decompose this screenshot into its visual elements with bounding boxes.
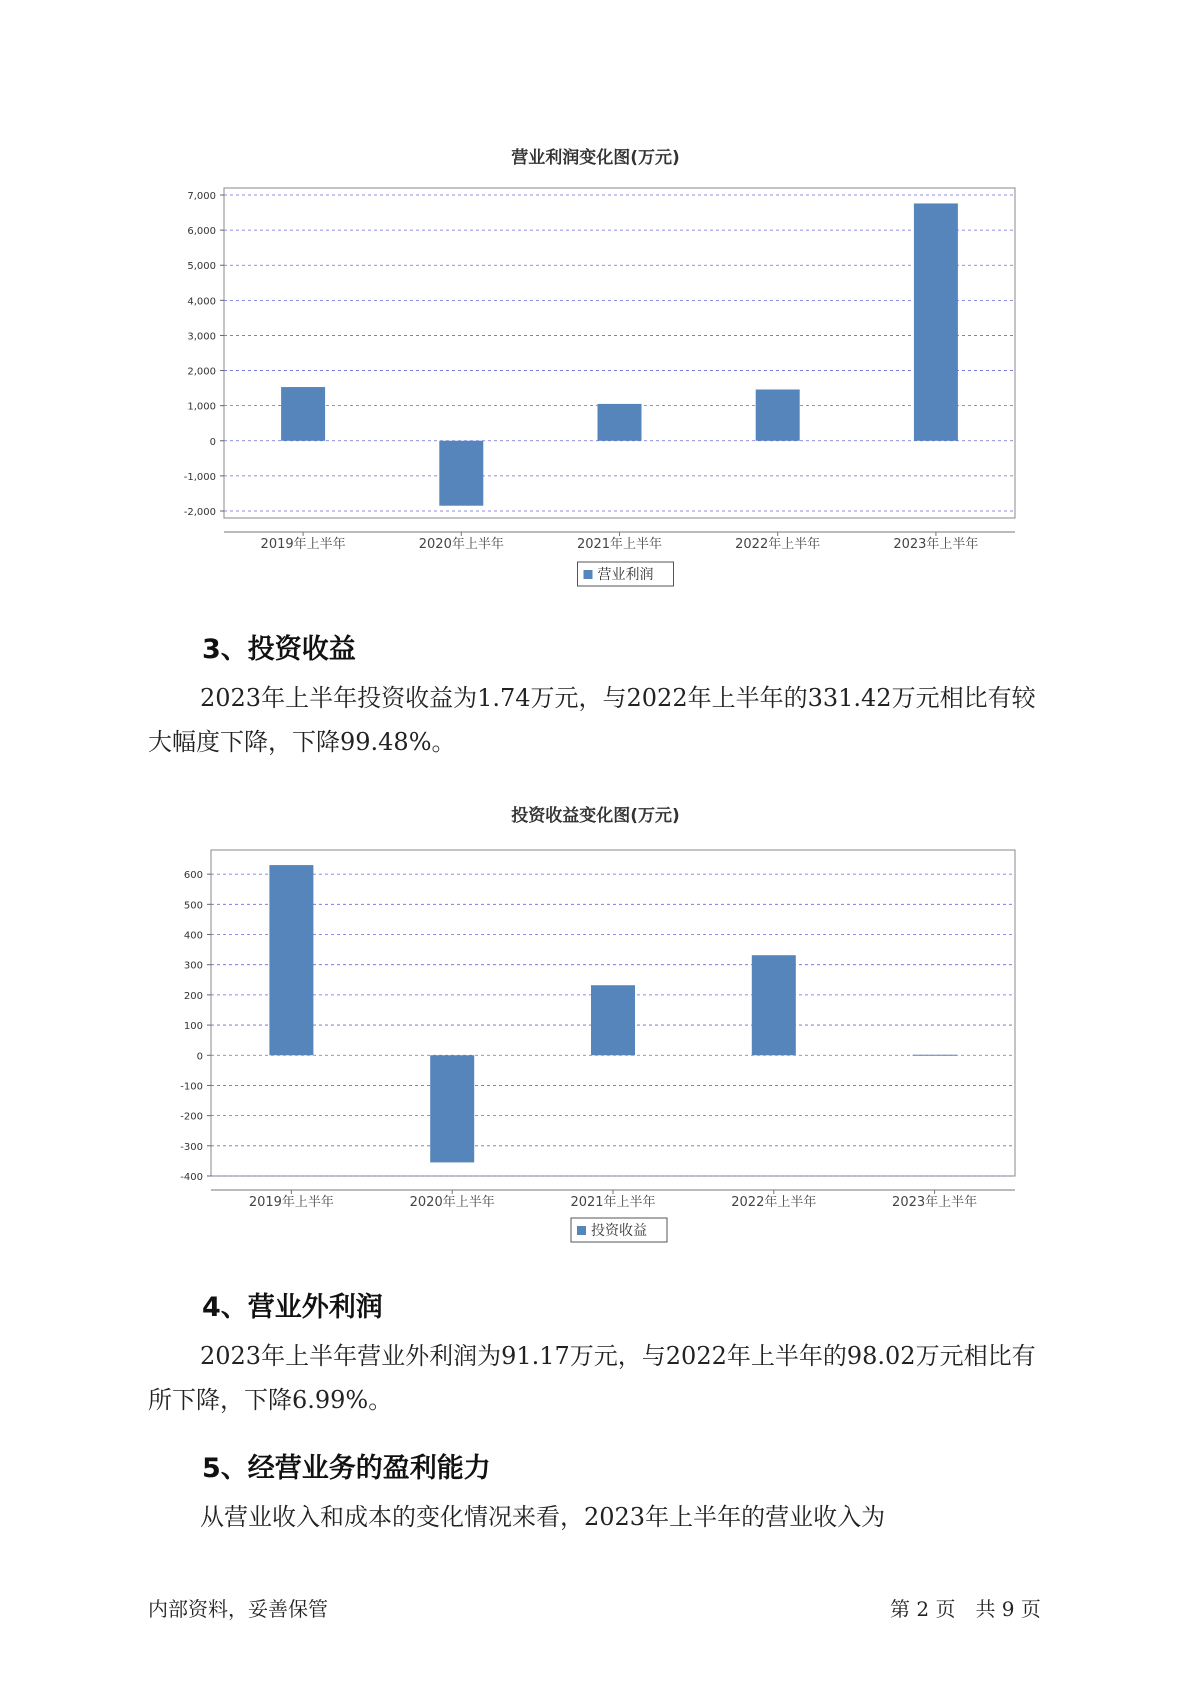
- bar: [914, 203, 958, 440]
- x-tick-label: 2020年上半年: [409, 1195, 495, 1210]
- plot-area: [224, 188, 1015, 518]
- y-tick-label: 300: [183, 960, 203, 972]
- x-tick-label: 2023年上半年: [892, 1195, 978, 1210]
- y-tick-label: 0: [209, 436, 216, 448]
- y-tick-label: 100: [183, 1021, 203, 1033]
- x-tick-label: 2023年上半年: [893, 537, 979, 552]
- investment-income-chart: [0, 838, 1191, 1258]
- legend-label: 投资收益: [591, 1223, 647, 1239]
- bar: [913, 1055, 957, 1056]
- section-heading-investment-income: 3、投资收益: [202, 634, 356, 665]
- y-tick-label: 1,000: [187, 401, 216, 413]
- y-tick-label: -100: [180, 1081, 203, 1093]
- bar: [752, 955, 796, 1055]
- legend-swatch: [577, 1226, 586, 1235]
- y-tick-label: 4,000: [187, 296, 216, 308]
- bar: [281, 387, 325, 441]
- y-tick-label: -300: [180, 1141, 203, 1153]
- bar: [598, 404, 642, 441]
- paragraph-non-operating-profit: 2023年上半年营业外利润为91.17万元，与2022年上半年的98.02万元相比有所下降，下降6.99%。: [148, 1342, 1036, 1414]
- y-tick-label: 5,000: [187, 261, 216, 273]
- y-tick-label: -200: [180, 1111, 203, 1123]
- y-tick-label: 6,000: [187, 226, 216, 238]
- operating-profit-chart: [0, 180, 1191, 620]
- y-tick-label: -1,000: [183, 471, 216, 483]
- section-heading-profitability: 5、经营业务的盈利能力: [202, 1453, 491, 1484]
- y-tick-label: -400: [180, 1172, 203, 1183]
- legend-swatch: [584, 570, 593, 579]
- y-tick-label: 600: [183, 870, 203, 882]
- y-tick-label: 500: [183, 900, 203, 912]
- bar: [756, 390, 800, 441]
- legend-label: 营业利润: [597, 567, 654, 583]
- paragraph-investment-income: 2023年上半年投资收益为1.74万元，与2022年上半年的331.42万元相比有较大幅度下降，下降99.48%。: [148, 684, 1036, 756]
- bar: [430, 1055, 474, 1162]
- y-tick-label: 2,000: [187, 366, 216, 378]
- y-tick-label: 200: [183, 990, 203, 1002]
- bar: [439, 441, 483, 506]
- chart-title-investment-income: 投资收益变化图(万元): [511, 806, 680, 826]
- y-tick-label: 400: [183, 930, 203, 942]
- x-tick-label: 2019年上半年: [260, 537, 346, 552]
- x-tick-label: 2022年上半年: [735, 537, 821, 552]
- bar: [591, 985, 635, 1055]
- x-tick-label: 2022年上半年: [731, 1195, 817, 1210]
- x-tick-label: 2020年上半年: [418, 537, 504, 552]
- paragraph-profitability: 从营业收入和成本的变化情况来看，2023年上半年的营业收入为: [200, 1503, 886, 1531]
- x-tick-label: 2021年上半年: [576, 537, 663, 552]
- x-tick-label: 2021年上半年: [570, 1195, 656, 1210]
- chart-title-operating-profit: 营业利润变化图(万元): [511, 148, 680, 168]
- y-tick-label: 3,000: [187, 331, 216, 343]
- y-tick-label: 0: [196, 1051, 203, 1063]
- y-tick-label: -2,000: [183, 506, 216, 518]
- footer-page-number: 第 2 页 共 9 页: [890, 1597, 1041, 1621]
- section-heading-non-operating-profit: 4、营业外利润: [202, 1292, 383, 1323]
- bar: [269, 865, 313, 1055]
- footer-confidential: 内部资料，妥善保管: [148, 1597, 328, 1621]
- y-tick-label: 7,000: [187, 191, 216, 203]
- x-tick-label: 2019年上半年: [248, 1195, 334, 1210]
